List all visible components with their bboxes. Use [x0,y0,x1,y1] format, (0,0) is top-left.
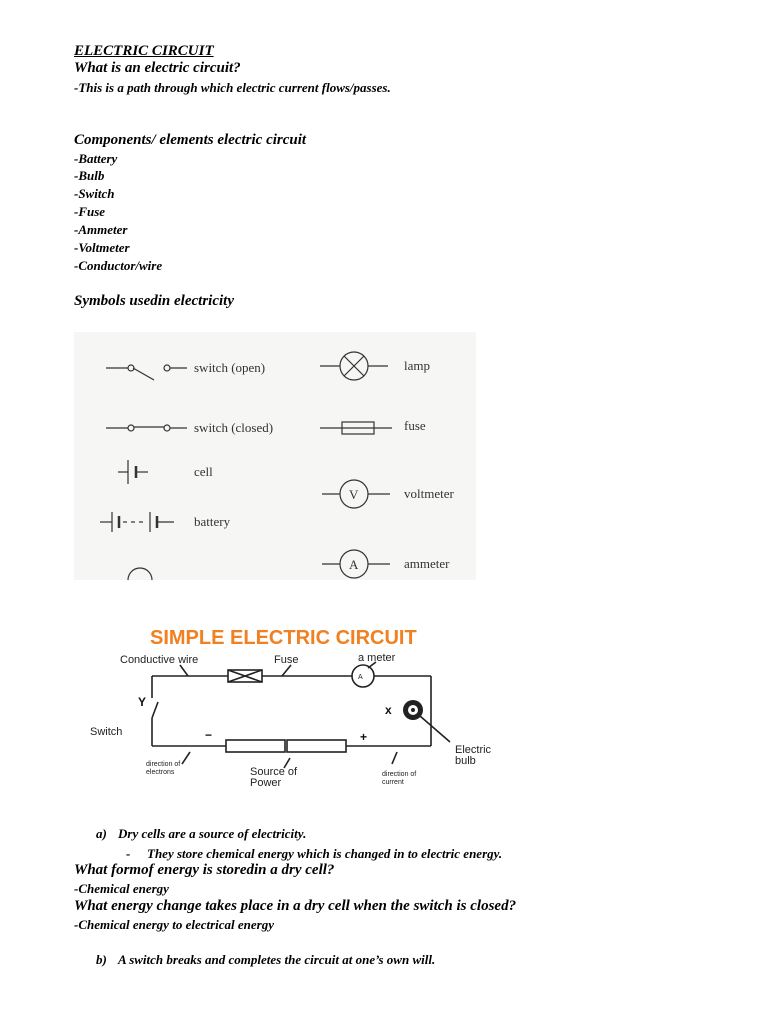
label-minus: − [205,728,213,742]
label-conductive-wire: Conductive wire [120,654,199,666]
switch-closed-symbol [106,425,187,431]
answer-energy-change: -Chemical energy to electrical energy [74,917,275,932]
answer-form-of-energy: -Chemical energy [74,881,169,896]
label-switch: Switch [90,726,123,738]
source-of-power-cells [287,740,346,752]
circuit-bulb-symbol [403,700,423,720]
fuse-label: fuse [404,418,426,433]
label-direction-of-current-2: current [382,779,404,786]
voltmeter-letter: V [349,487,359,502]
label-bulb: bulb [455,755,476,767]
circuit-title: SIMPLE ELECTRIC CIRCUIT [150,627,417,649]
label-electric: Electric [455,744,492,756]
label-direction-of-current-1: direction of [382,771,417,778]
component-item: -Voltmeter [74,240,130,255]
component-item: -Fuse [74,204,106,219]
point-a-sub-marker: - [126,846,131,861]
component-item: -Conductor/wire [74,258,163,273]
label-plus: + [360,730,368,744]
question-form-of-energy: What formof energy is storedin a dry cell? [74,862,335,878]
cell-symbol [118,460,148,484]
switch-open-symbol [106,365,187,380]
ammeter-label: ammeter [404,556,450,571]
battery-label: battery [194,514,231,529]
component-item: -Switch [74,186,115,201]
label-fuse: Fuse [274,654,299,666]
simple-circuit-diagram [84,618,514,800]
battery-symbol [100,512,174,532]
label-source-of: Source of [250,766,298,778]
ammeter-letter: A [349,557,359,572]
answer-what-is-circuit: -This is a path through which electric current flows/passes. [74,80,391,95]
point-b-marker: b) [96,952,107,967]
page-heading: ELECTRIC CIRCUIT [74,43,214,59]
circuit-ammeter-letter: A [358,674,363,681]
symbols-heading: Symbols usedin electricity [74,293,234,309]
label-a-meter: a meter [358,652,396,664]
cell-label: cell [194,464,213,479]
label-power: Power [250,777,282,789]
switch-open-label: switch (open) [194,360,266,375]
component-item: -Battery [74,151,118,166]
circuit-ammeter-symbol [352,665,374,687]
label-direction-of-electrons-2: electrons [146,769,175,776]
components-heading: Components/ elements electric circuit [74,132,307,148]
lamp-symbol [320,352,388,380]
component-item: -Ammeter [74,222,128,237]
point-a-sub-text: They store chemical energy which is changed in to electric energy. [147,846,503,861]
point-a-marker: a) [96,826,107,841]
lamp-label: lamp [404,358,430,373]
component-item: -Bulb [74,168,105,183]
fuse-symbol [320,422,392,434]
voltmeter-label: voltmeter [404,486,454,501]
symbols-figure [74,332,476,580]
label-x: x [385,703,392,717]
question-energy-change: What energy change takes place in a dry cell when the switch is closed? [74,898,517,914]
partial-symbol [128,568,152,580]
circuit-switch-symbol [152,702,158,718]
switch-closed-label: switch (closed) [194,420,274,435]
label-y: Y [138,695,147,709]
label-direction-of-electrons-1: direction of [146,761,181,768]
point-b-text: A switch breaks and completes the circuit at one’s own will. [118,952,436,967]
question-what-is-circuit: What is an electric circuit? [74,60,241,76]
point-a-text: Dry cells are a source of electricity. [118,826,307,841]
